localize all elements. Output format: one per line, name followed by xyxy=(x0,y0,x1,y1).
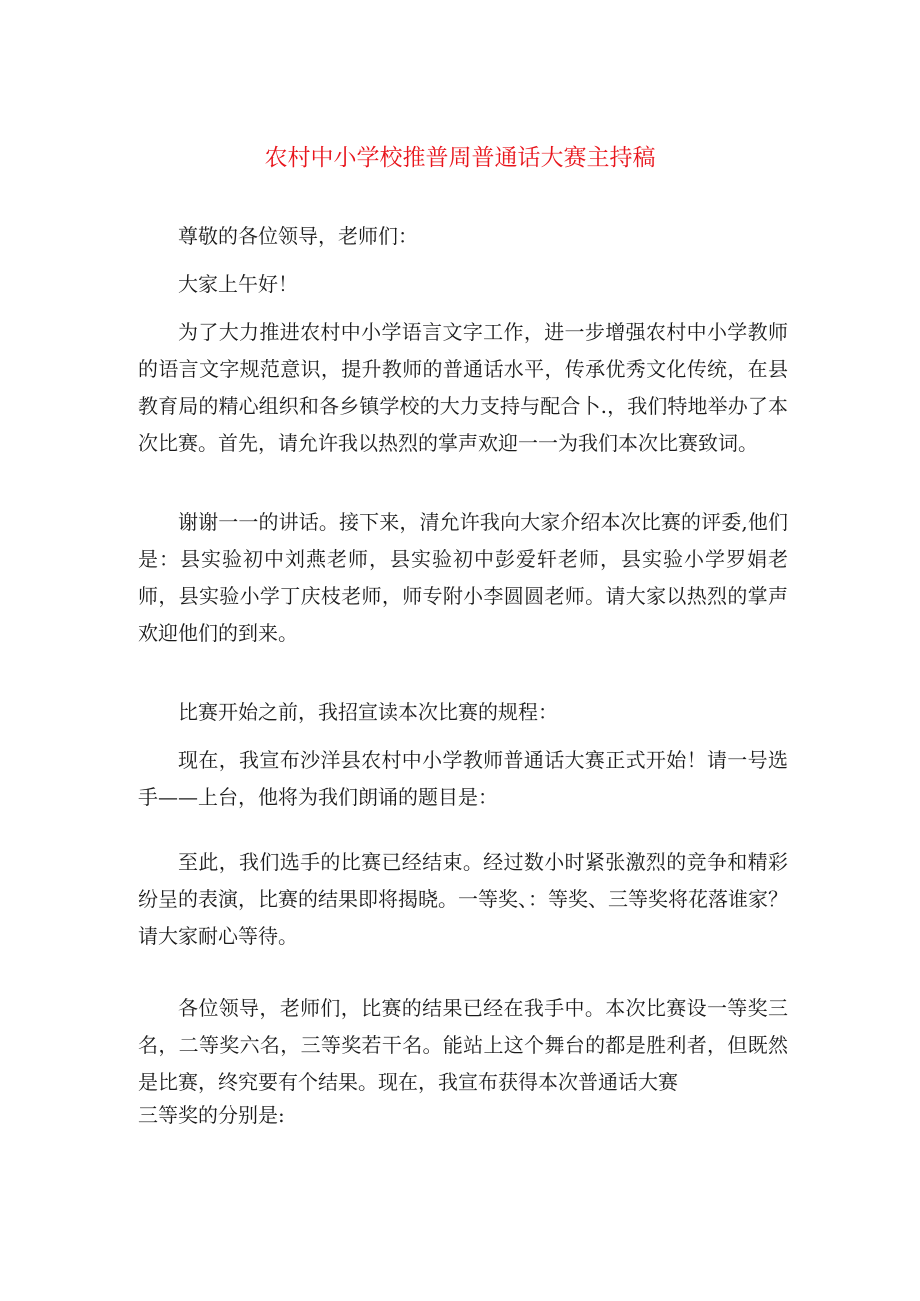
closing-line: 三等奖的分别是: xyxy=(138,1103,285,1127)
results-text: 各位领导，老师们，比赛的结果已经在我手中。本次比赛设一等奖三名，二等奖六名，三等奖若干名。能站上这个舞台的都是胜利者，但既然是比赛，终究要有个结果。现在，我宣布获得本次普通话大赛 xyxy=(138,996,788,1094)
opening-paragraph: 为了大力推进农村中小学语言文字工作，进一步增强农村中小学教师的语言文字规范意识，提升教师的普通话水平，传承优秀文化传统，在县教育局的精心组织和各乡镇学校的大力支持与配合卜.，我们特地举办了本次比赛。首先，请允许我以热烈的掌声欢迎一一为我们本次比赛致词。 xyxy=(138,320,788,455)
conclusion-paragraph: 至此，我们选手的比赛已经结束。经过数小时紧张激烈的竞争和精彩纷呈的表演，比赛的结果即将揭晓。一等奖、：等奖、三等奖将花落谁家？请大家耐心等待。 xyxy=(138,850,788,948)
judges-paragraph: 谢谢一一的讲话。接下来，清允许我向大家介绍本次比赛的评委,他们是：县实验初中刘燕老师，县实验初中彭爱轩老师，县实验小学罗娟老师，县实验小学丁庆枝老师，师专附小李圆圆老师。请大家以热烈的掌声欢迎他们的到来。 xyxy=(138,510,788,645)
start-paragraph: 现在，我宣布沙洋县农村中小学教师普通话大赛正式开始！请一号选手——上台，他将为我们朗诵的题目是： xyxy=(138,748,788,809)
document-title: 农村中小学校推普周普通话大赛主持稿 xyxy=(264,145,656,171)
results-paragraph xyxy=(138,990,788,1129)
greeting-paragraph: 大家上午好！ xyxy=(178,272,298,296)
rules-paragraph: 比赛开始之前，我招宣读本次比赛的规程： xyxy=(178,700,558,724)
salutation-paragraph: 尊敬的各位领导，老师们： xyxy=(178,224,418,248)
